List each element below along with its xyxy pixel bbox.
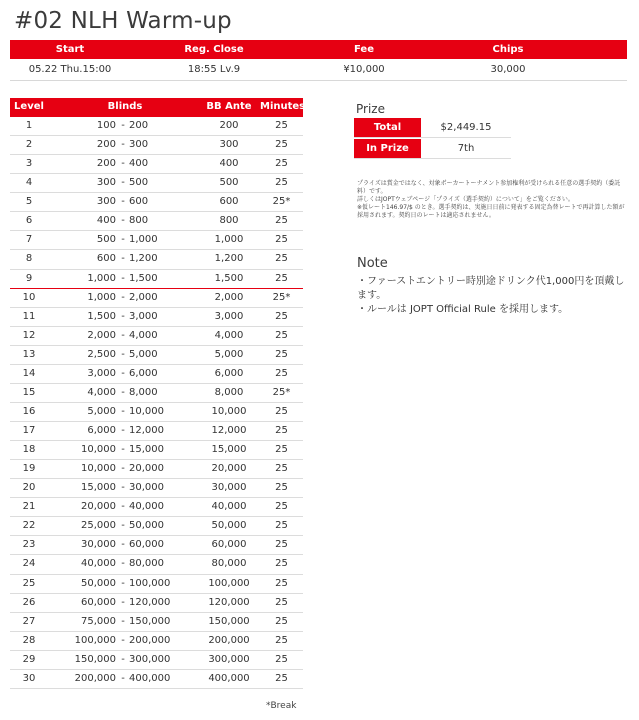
level-cell: 29: [22, 653, 36, 665]
small-blind-cell: 300: [96, 177, 116, 189]
level-cell: 10: [22, 291, 36, 303]
blind-level-row: [10, 651, 303, 670]
bb-ante-cell: 5,000: [214, 348, 244, 360]
bb-ante-cell: 2,000: [214, 291, 244, 303]
small-blind-cell: 5,000: [87, 405, 116, 417]
small-blind-cell: 200: [96, 139, 116, 151]
summary-values: [10, 60, 627, 81]
big-blind-cell: 200: [129, 120, 149, 131]
level-cell: 30: [22, 672, 36, 684]
bb-ante-cell: 800: [219, 215, 239, 227]
minutes-cell: 25: [275, 463, 288, 475]
small-blind-cell: 500: [96, 234, 116, 246]
big-blind-cell: 1,500: [129, 272, 158, 284]
minutes-cell: 25: [275, 482, 288, 494]
small-blind-cell: 30,000: [81, 539, 116, 551]
small-blind-cell: 10,000: [81, 444, 116, 456]
bb-ante-cell: 600: [219, 196, 239, 208]
blind-level-row: [10, 536, 303, 555]
blind-separator: -: [121, 348, 125, 360]
minutes-cell: 25: [275, 310, 288, 322]
summary-header-start: Start: [55, 44, 85, 55]
blind-separator: -: [121, 596, 125, 608]
small-blind-cell: 2,500: [87, 348, 116, 360]
big-blind-cell: 15,000: [129, 444, 164, 456]
prize-row-in-prize: [354, 139, 511, 159]
minutes-cell: 25: [275, 405, 288, 417]
big-blind-cell: 500: [129, 177, 149, 189]
level-cell: 12: [22, 329, 36, 341]
small-blind-cell: 200,000: [74, 672, 116, 684]
bb-ante-cell: 300: [219, 139, 239, 151]
big-blind-cell: 400: [129, 158, 149, 170]
minutes-cell: 25: [275, 577, 288, 589]
small-blind-cell: 60,000: [81, 596, 116, 608]
blind-level-row: [10, 270, 303, 289]
small-blind-cell: 200: [96, 158, 116, 170]
blind-level-row: [10, 403, 303, 422]
blind-separator: -: [121, 234, 125, 246]
blind-level-row: [10, 555, 303, 574]
bb-ante-cell: 20,000: [211, 463, 247, 475]
small-blind-cell: 40,000: [81, 558, 116, 570]
blind-separator: -: [121, 615, 125, 627]
level-cell: 18: [22, 444, 36, 456]
big-blind-cell: 60,000: [129, 539, 164, 551]
minutes-cell: 25: [275, 234, 288, 246]
bb-ante-cell: 150,000: [208, 615, 250, 627]
bb-ante-cell: 1,500: [214, 272, 244, 284]
prize-note-line: プライズは賞金ではなく、対象ポーカートーナメント参加権利が受けられる任意の選手契約（委託料）です。: [357, 180, 621, 195]
big-blind-cell: 50,000: [129, 520, 164, 532]
prize-label-in-prize: In Prize: [354, 139, 421, 158]
minutes-cell: 25: [275, 615, 288, 627]
summary-reg-close-value: 18:55 Lv.9: [187, 64, 241, 75]
level-cell: 4: [25, 177, 33, 189]
blind-level-row: [10, 670, 303, 689]
blind-separator: -: [121, 139, 125, 151]
blind-level-row: [10, 365, 303, 384]
bb-ante-cell: 30,000: [211, 482, 247, 494]
blind-level-row: [10, 594, 303, 613]
minutes-cell: 25: [275, 634, 288, 646]
blind-separator: -: [121, 444, 125, 456]
level-cell: 3: [25, 158, 33, 170]
blind-separator: -: [121, 539, 125, 551]
bb-ante-cell: 1,200: [214, 253, 244, 265]
small-blind-cell: 1,000: [87, 291, 116, 303]
prize-notes: [357, 180, 629, 220]
bb-ante-cell: 60,000: [211, 539, 247, 551]
blind-level-row: [10, 498, 303, 517]
blind-separator: -: [121, 482, 125, 494]
blind-separator: -: [121, 634, 125, 646]
big-blind-cell: 600: [129, 196, 149, 208]
big-blind-cell: 200,000: [129, 634, 171, 646]
minutes-cell: 25: [275, 177, 288, 189]
big-blind-cell: 8,000: [129, 386, 158, 398]
minutes-cell: 25: [275, 139, 288, 151]
level-cell: 24: [22, 558, 36, 570]
level-cell: 23: [22, 539, 36, 551]
small-blind-cell: 10,000: [81, 463, 116, 475]
prize-label-total: Total: [354, 118, 421, 137]
blind-level-row: [10, 308, 303, 327]
big-blind-cell: 5,000: [129, 348, 158, 360]
minutes-cell: 25: [275, 367, 288, 379]
level-cell: 26: [22, 596, 36, 608]
level-cell: 16: [22, 405, 36, 417]
bb-ante-cell: 200: [219, 120, 239, 131]
level-cell: 6: [25, 215, 33, 227]
small-blind-cell: 150,000: [74, 653, 116, 665]
blind-separator: -: [121, 329, 125, 341]
level-cell: 9: [25, 272, 33, 284]
big-blind-cell: 150,000: [129, 615, 171, 627]
minutes-cell: 25: [275, 558, 288, 570]
blind-separator: -: [121, 653, 125, 665]
minutes-cell: 25: [275, 501, 288, 513]
blind-level-row: [10, 632, 303, 651]
blind-level-row: [10, 327, 303, 346]
blind-separator: -: [121, 158, 125, 170]
big-blind-cell: 1,200: [129, 253, 158, 265]
level-cell: 5: [25, 196, 33, 208]
big-blind-cell: 800: [129, 215, 149, 227]
blind-separator: -: [121, 215, 125, 227]
break-note: *Break: [266, 701, 297, 711]
big-blind-cell: 2,000: [129, 291, 158, 303]
blind-separator: -: [121, 120, 125, 131]
blind-level-row: [10, 479, 303, 498]
bb-ante-cell: 400: [219, 158, 239, 170]
blind-level-row: [10, 117, 303, 136]
blind-separator: -: [121, 367, 125, 379]
summary-header-chips: Chips: [492, 44, 524, 55]
blind-structure-table: [10, 98, 306, 689]
bb-ante-cell: 120,000: [208, 596, 250, 608]
blind-separator: -: [121, 520, 125, 532]
prize-table: [354, 118, 511, 160]
big-blind-cell: 4,000: [129, 329, 158, 341]
big-blind-cell: 300,000: [129, 653, 171, 665]
blind-separator: -: [121, 672, 125, 684]
small-blind-cell: 3,000: [87, 367, 116, 379]
summary-header: [10, 40, 627, 59]
big-blind-cell: 30,000: [129, 482, 164, 494]
minutes-cell: 25: [275, 253, 288, 265]
blind-separator: -: [121, 501, 125, 513]
blind-level-row: [10, 613, 303, 632]
prize-value-in-prize: 7th: [457, 143, 475, 154]
minutes-cell: 25: [275, 158, 288, 170]
bb-ante-cell: 1,000: [214, 234, 244, 246]
blind-table-body: [10, 117, 303, 689]
level-cell: 1: [25, 120, 33, 131]
level-cell: 2: [25, 139, 33, 151]
prize-note-line: 詳しくはJOPTウェブページ「プライズ（選手契約）について」をご覧ください。: [357, 196, 574, 203]
header-level: Level: [14, 101, 44, 112]
header-minutes: Minutes: [260, 101, 306, 112]
blind-level-row: [10, 212, 303, 231]
summary-fee-value: ¥10,000: [343, 64, 385, 75]
small-blind-cell: 2,000: [87, 329, 116, 341]
small-blind-cell: 6,000: [87, 425, 116, 436]
minutes-cell: 25: [275, 596, 288, 608]
summary-header-reg-close: Reg. Close: [184, 44, 244, 55]
bb-ante-cell: 500: [219, 177, 239, 189]
level-cell: 8: [25, 253, 33, 265]
minutes-cell: 25: [275, 215, 288, 227]
minutes-cell: 25: [275, 329, 288, 341]
small-blind-cell: 300: [96, 196, 116, 208]
big-blind-cell: 400,000: [129, 672, 171, 684]
blind-level-row: [10, 136, 303, 155]
big-blind-cell: 20,000: [129, 463, 164, 475]
blind-level-row: [10, 346, 303, 365]
level-cell: 17: [22, 425, 36, 436]
blind-level-row: [10, 231, 303, 250]
small-blind-cell: 25,000: [81, 520, 116, 532]
big-blind-cell: 12,000: [129, 425, 164, 436]
minutes-cell: 25*: [272, 386, 291, 398]
small-blind-cell: 15,000: [81, 482, 116, 494]
bb-ante-cell: 6,000: [214, 367, 244, 379]
bb-ante-cell: 300,000: [208, 653, 250, 665]
big-blind-cell: 300: [129, 139, 149, 151]
blind-level-row: [10, 155, 303, 174]
big-blind-cell: 6,000: [129, 367, 158, 379]
bb-ante-cell: 3,000: [214, 310, 244, 322]
small-blind-cell: 1,500: [87, 310, 116, 322]
big-blind-cell: 3,000: [129, 310, 158, 322]
big-blind-cell: 120,000: [129, 596, 171, 608]
big-blind-cell: 10,000: [129, 405, 164, 417]
blind-separator: -: [121, 386, 125, 398]
blind-level-row: [10, 193, 303, 212]
bb-ante-cell: 50,000: [211, 520, 247, 532]
minutes-cell: 25: [275, 539, 288, 551]
prize-note-line: ※仮レート146.97/$ のとき。選手契約は、実施日日前に発表する固定為替レートで再計算した額が採用されます。契約日のレートは適応されません。: [357, 204, 625, 219]
minutes-cell: 25*: [272, 291, 291, 303]
level-cell: 20: [22, 482, 36, 494]
bb-ante-cell: 100,000: [208, 577, 250, 589]
minutes-cell: 25: [275, 653, 288, 665]
level-cell: 13: [22, 348, 36, 360]
blind-level-row: [10, 422, 303, 441]
level-cell: 22: [22, 520, 36, 532]
note-line: ・ファーストエントリー時別途ドリンク代1,000円を頂戴します。: [357, 276, 625, 301]
blind-table-header: [10, 98, 306, 117]
blind-separator: -: [121, 272, 125, 284]
big-blind-cell: 40,000: [129, 501, 164, 513]
bb-ante-cell: 8,000: [214, 386, 244, 398]
blind-level-row: [10, 517, 303, 536]
bb-ante-cell: 12,000: [211, 425, 247, 436]
bb-ante-cell: 4,000: [214, 329, 244, 341]
small-blind-cell: 400: [96, 215, 116, 227]
minutes-cell: 25: [275, 444, 288, 456]
note-line: ・ルールは JOPT Official Rule を採用します。: [357, 304, 569, 315]
blind-level-row: [10, 460, 303, 479]
level-cell: 7: [25, 234, 33, 246]
bb-ante-cell: 15,000: [211, 444, 247, 456]
blind-level-row: [10, 384, 303, 403]
small-blind-cell: 100,000: [74, 634, 116, 646]
bb-ante-cell: 40,000: [211, 501, 247, 513]
small-blind-cell: 600: [96, 253, 116, 265]
blind-level-row: [10, 250, 303, 269]
minutes-cell: 25: [275, 520, 288, 532]
bb-ante-cell: 80,000: [211, 558, 247, 570]
small-blind-cell: 100: [96, 120, 116, 131]
level-cell: 21: [22, 501, 36, 513]
level-cell: 11: [22, 310, 36, 322]
blind-separator: -: [121, 177, 125, 189]
summary-chips-value: 30,000: [490, 64, 526, 75]
summary-start-value: 05.22 Thu.15:00: [28, 64, 112, 75]
blind-separator: -: [121, 577, 125, 589]
prize-value-total: $2,449.15: [440, 122, 492, 133]
minutes-cell: 25: [275, 120, 288, 131]
small-blind-cell: 4,000: [87, 386, 116, 398]
blind-level-row: [10, 575, 303, 594]
blind-separator: -: [121, 425, 125, 436]
small-blind-cell: 50,000: [81, 577, 116, 589]
note-title: Note: [357, 256, 388, 271]
prize-row-total: [354, 118, 511, 138]
blind-level-row: [10, 289, 303, 308]
blind-separator: -: [121, 291, 125, 303]
level-cell: 28: [22, 634, 36, 646]
minutes-cell: 25: [275, 272, 288, 284]
big-blind-cell: 100,000: [129, 577, 171, 589]
bb-ante-cell: 200,000: [208, 634, 250, 646]
small-blind-cell: 75,000: [81, 615, 116, 627]
blind-level-row: [10, 441, 303, 460]
header-bb-ante: BB Ante: [206, 101, 252, 112]
blind-separator: -: [121, 310, 125, 322]
summary-header-fee: Fee: [354, 44, 374, 55]
small-blind-cell: 1,000: [87, 272, 116, 284]
note-body: [357, 275, 629, 317]
blind-separator: -: [121, 196, 125, 208]
level-cell: 25: [22, 577, 36, 589]
level-cell: 19: [22, 463, 36, 475]
blind-separator: -: [121, 463, 125, 475]
small-blind-cell: 20,000: [81, 501, 116, 513]
minutes-cell: 25: [275, 348, 288, 360]
header-blinds: Blinds: [107, 101, 143, 112]
minutes-cell: 25*: [272, 196, 291, 208]
blind-separator: -: [121, 405, 125, 417]
blind-level-row: [10, 174, 303, 193]
blind-separator: -: [121, 558, 125, 570]
level-cell: 15: [22, 386, 36, 398]
prize-title: Prize: [356, 102, 385, 116]
bb-ante-cell: 10,000: [211, 405, 247, 417]
minutes-cell: 25: [275, 425, 288, 436]
level-cell: 27: [22, 615, 36, 627]
big-blind-cell: 80,000: [129, 558, 164, 570]
big-blind-cell: 1,000: [129, 234, 158, 246]
bb-ante-cell: 400,000: [208, 672, 250, 684]
page-title: #02 NLH Warm-up: [14, 8, 232, 34]
level-cell: 14: [22, 367, 36, 379]
blind-separator: -: [121, 253, 125, 265]
minutes-cell: 25: [275, 672, 288, 684]
